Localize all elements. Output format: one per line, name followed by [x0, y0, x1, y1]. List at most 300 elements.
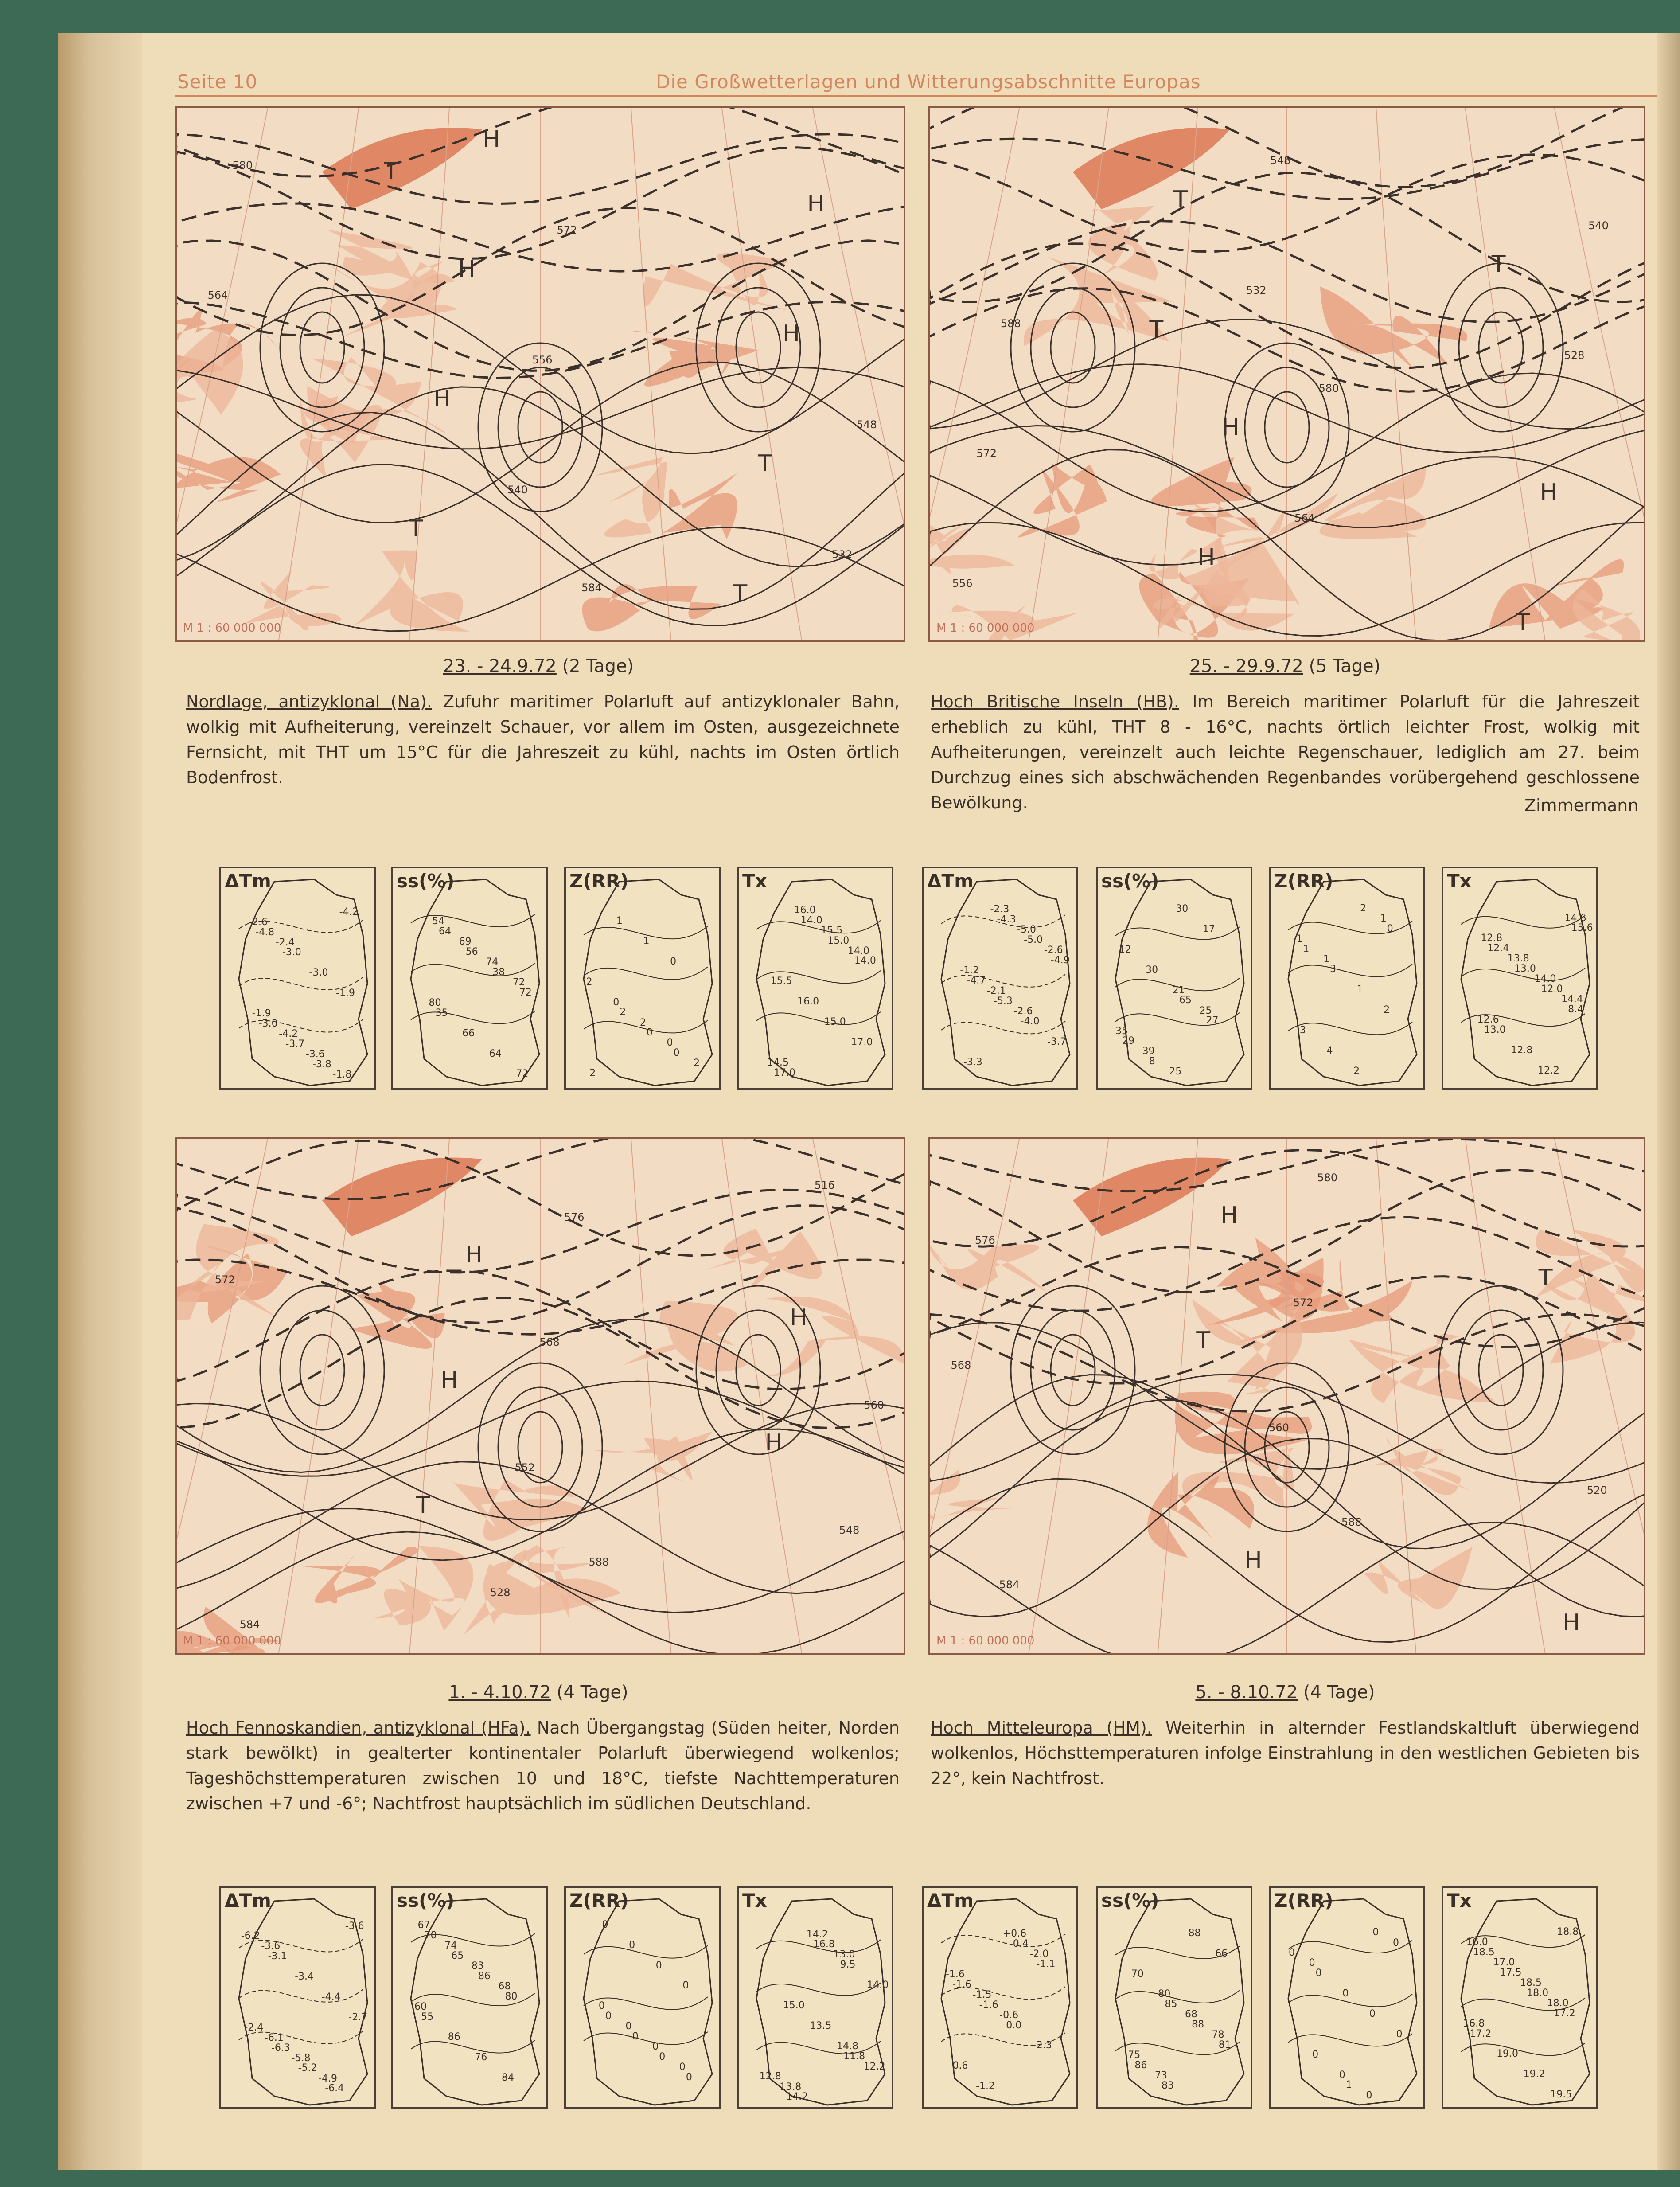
low-pressure-label: T [1538, 1265, 1553, 1292]
station-value: 1 [1323, 953, 1329, 965]
station-value: +0.6 [1002, 1928, 1027, 1940]
map-scale-label: M 1 : 60 000 000 [183, 621, 281, 635]
contour-value-label: 588 [1000, 317, 1021, 330]
isoline [1115, 1013, 1240, 1026]
station-value: -3.6 [305, 1048, 325, 1060]
duration-1: (2 Tage) [562, 656, 634, 676]
station-value: 1 [1380, 913, 1387, 924]
period-2: 25. - 29.9.72 [1189, 656, 1303, 676]
station-map-5 [922, 867, 1078, 1090]
station-value: 38 [492, 966, 505, 978]
contour-value-label: 560 [1269, 1422, 1289, 1434]
station-value: 0 [629, 1939, 635, 1951]
germany-outline [1288, 1899, 1417, 2105]
station-value: -4.9 [318, 2073, 338, 2084]
period-3: 1. - 4.10.72 [448, 1682, 551, 1703]
high-pressure-label: H [1563, 1609, 1580, 1636]
station-value: -1.2 [976, 2081, 995, 2092]
station-value: 12.8 [1481, 933, 1503, 944]
station-value: 39 [1142, 1046, 1155, 1057]
station-value: -6.1 [264, 2032, 284, 2043]
station-value: 2 [620, 1007, 626, 1018]
isoline [941, 1021, 1065, 1034]
station-map-title: Z(RR) [569, 870, 629, 892]
station-value: 0 [652, 2041, 659, 2053]
station-map-4 [737, 867, 893, 1090]
station-value: -4.2 [339, 906, 359, 918]
station-value: 17 [1202, 924, 1215, 935]
weather-map-3 [175, 1137, 905, 1655]
station-value: 0 [1339, 2069, 1345, 2081]
station-value: 0 [659, 2051, 666, 2062]
station-value: 66 [1215, 1948, 1228, 1959]
station-value: -4.3 [997, 914, 1016, 926]
high-pressure-label: H [1244, 1547, 1262, 1574]
isoline [584, 2032, 708, 2045]
station-value: -2.3 [990, 904, 1010, 915]
station-value: -4.8 [255, 926, 275, 938]
station-map-5 [922, 1886, 1078, 2109]
station-value: 88 [1192, 2019, 1204, 2031]
station-value: 17.2 [1553, 2007, 1575, 2019]
high-pressure-label: H [1222, 414, 1240, 441]
station-value: -4.7 [967, 975, 986, 986]
duration-4: (4 Tage) [1303, 1682, 1375, 1703]
map-graphic [177, 1139, 904, 1653]
station-value: 0 [632, 2031, 639, 2043]
station-map-title: ΔTm [225, 1890, 271, 1911]
station-value: 15.6 [1571, 922, 1593, 934]
station-value: 1 [1296, 933, 1303, 945]
duration-3: (4 Tage) [556, 1682, 628, 1703]
low-pressure-label: T [384, 157, 398, 184]
station-value: 21 [1172, 984, 1185, 996]
station-value: 65 [451, 1950, 464, 1961]
station-value: 0 [605, 2011, 612, 2022]
isoline [239, 1989, 363, 2002]
station-value: 14.2 [786, 2091, 808, 2103]
contour-value-label: 564 [1294, 512, 1315, 525]
station-value: 13.0 [1484, 1024, 1506, 1035]
station-map-title: ss(%) [1101, 1890, 1159, 1911]
station-map-1 [219, 867, 376, 1090]
station-value: -6.2 [241, 1930, 260, 1942]
station-value: 0 [613, 996, 620, 1008]
map-scale-label: M 1 : 60 000 000 [936, 621, 1035, 635]
station-value: -3.0 [282, 947, 301, 958]
isoline [756, 1983, 881, 1996]
header-rule [175, 95, 1657, 97]
contour-value-label: 528 [1564, 349, 1585, 362]
high-pressure-label: H [790, 1304, 807, 1331]
station-value: -1.2 [960, 965, 979, 976]
high-pressure-label: H [458, 255, 476, 282]
station-value: 30 [1146, 964, 1158, 976]
station-value: -4.4 [321, 1991, 341, 2003]
station-map-3 [564, 867, 721, 1090]
contour-value-label: 588 [1341, 1516, 1362, 1529]
isoline [1288, 1994, 1412, 2007]
weather-map-1 [175, 106, 905, 642]
station-value: 12.8 [759, 2071, 781, 2082]
station-map-title: Tx [1447, 870, 1472, 892]
station-value: 83 [471, 1960, 484, 1972]
station-value: 80 [1158, 1988, 1171, 2000]
station-value: 1 [1303, 943, 1310, 955]
duration-2: (5 Tage) [1309, 656, 1381, 676]
station-value: -5.0 [1017, 924, 1037, 936]
high-pressure-label: H [483, 125, 500, 152]
station-value: 1 [643, 935, 650, 947]
station-value: 1 [1356, 984, 1363, 996]
isoline [1288, 921, 1412, 934]
station-value: 14.6 [1564, 912, 1586, 924]
type-label-4: Hoch Mitteleuropa (HM). [931, 1718, 1152, 1738]
station-value: 66 [462, 1027, 475, 1039]
station-value: 25 [1169, 1066, 1182, 1078]
map-scale-label: M 1 : 60 000 000 [936, 1634, 1035, 1648]
station-value: 0 [655, 1960, 662, 1971]
high-pressure-label: H [765, 1429, 783, 1456]
station-value: -1.6 [979, 1999, 998, 2011]
station-map-title: ss(%) [397, 1890, 455, 1911]
station-value: 14.5 [767, 1057, 789, 1068]
station-value: 0 [682, 1980, 689, 1992]
station-value: -2.7 [348, 2011, 368, 2023]
station-value: 19.5 [1550, 2089, 1572, 2101]
station-value: 0 [1369, 2008, 1376, 2020]
station-map-graphic [1443, 1888, 1596, 2107]
station-value: 68 [1185, 2009, 1198, 2020]
station-value: 17.0 [851, 1037, 873, 1048]
contour-value-label: 576 [564, 1211, 585, 1224]
high-pressure-label: H [1220, 1202, 1238, 1229]
station-value: 0 [673, 1047, 680, 1059]
station-value: 75 [1128, 2050, 1141, 2061]
contour-value-label: 580 [1317, 1171, 1338, 1184]
station-value: -3.8 [312, 1058, 331, 1070]
station-value: -3.3 [963, 1056, 982, 1068]
station-value: -2.3 [1033, 2040, 1052, 2051]
map-graphic [930, 1139, 1644, 1653]
low-pressure-label: T [733, 580, 748, 607]
description-3 [186, 1715, 900, 1816]
high-pressure-label: H [1540, 479, 1558, 506]
contour-value-label: 572 [214, 1273, 235, 1286]
station-value: 0 [1309, 1957, 1315, 1969]
station-value: 14.0 [800, 914, 822, 926]
station-value: 85 [1165, 1999, 1177, 2010]
station-map-2 [391, 1886, 548, 2109]
station-value: -5.8 [291, 2052, 311, 2064]
germany-outline [1115, 1899, 1244, 2105]
low-pressure-label: T [1173, 186, 1188, 213]
contour-value-label: 540 [507, 483, 528, 496]
station-value: 72 [516, 1068, 529, 1080]
station-value: 56 [465, 946, 478, 958]
station-value: 12.4 [1487, 943, 1509, 954]
station-value: 80 [505, 1991, 518, 2002]
station-value: 16.0 [1466, 1937, 1488, 1948]
station-value: 67 [417, 1920, 430, 1931]
station-map-graphic [393, 1888, 546, 2107]
low-pressure-label: T [1491, 251, 1506, 278]
map-graphic [177, 108, 904, 640]
station-value: -2.4 [244, 2022, 264, 2033]
station-value: 16.0 [797, 996, 819, 1008]
station-value: 18.0 [1527, 1987, 1549, 1999]
high-pressure-label: H [782, 320, 800, 348]
station-value: 11.8 [843, 2050, 865, 2062]
description-text-1: Zufuhr maritimer Polarluft auf antizyklonaler Bahn, wolkig mit Aufheiterung, vereinzelt Schauer, vor allem im Osten, ausgezeichnete Fernsicht, mit THT um 15°C für die Jahreszeit zu kühl, nachts im Osten örtlich Bodenfrost. [186, 692, 900, 787]
station-map-8 [1442, 1886, 1598, 2109]
isoline [411, 963, 535, 976]
station-value: 64 [489, 1048, 502, 1059]
station-map-7 [1269, 1886, 1425, 2109]
station-value: 1 [1345, 2079, 1352, 2091]
isoline [584, 967, 708, 980]
station-value: 73 [1154, 2070, 1167, 2082]
isoline [1461, 2043, 1585, 2056]
station-value: 0 [1289, 1947, 1295, 1959]
station-map-title: ΔTm [927, 1890, 974, 1911]
contour-value-label: 576 [975, 1234, 995, 1246]
station-value: 13.0 [833, 1949, 855, 1960]
contour-value-label: 564 [207, 289, 228, 301]
station-value: 0 [1366, 2089, 1372, 2101]
station-map-graphic [1098, 1888, 1251, 2107]
station-value: -3.7 [1047, 1036, 1067, 1047]
station-value: -5.0 [1024, 934, 1043, 946]
station-map-graphic [924, 1888, 1076, 2107]
station-map-title: ΔTm [927, 870, 974, 892]
high-pressure-label: H [465, 1242, 483, 1269]
station-value: 74 [486, 957, 499, 968]
station-value: -5.2 [298, 2062, 317, 2074]
station-value: -3.6 [345, 1920, 364, 1932]
page-number: Seite 10 [177, 71, 258, 93]
isoline [1288, 964, 1412, 977]
station-value: 86 [478, 1970, 491, 1982]
station-map-graphic [1271, 868, 1423, 1088]
station-value: -3.0 [258, 1018, 278, 1029]
station-value: 86 [1134, 2059, 1147, 2071]
station-value: -0.6 [999, 2009, 1019, 2021]
station-value: -2.4 [275, 937, 295, 948]
station-map-title: Z(RR) [1274, 1890, 1333, 1911]
station-value: 14.0 [854, 955, 876, 967]
station-value: -4.2 [279, 1028, 298, 1040]
station-map-2 [391, 867, 548, 1090]
station-value: 3 [1330, 964, 1337, 975]
station-value: 2 [1353, 1065, 1360, 1077]
station-value: 2 [589, 1068, 596, 1079]
station-value: 14.0 [847, 945, 869, 957]
station-value: 55 [421, 2011, 434, 2023]
station-value: -1.5 [972, 1989, 992, 2000]
station-value: 13.8 [1507, 953, 1529, 965]
station-value: 83 [1161, 2080, 1174, 2091]
station-value: 15.0 [827, 935, 850, 946]
caption-map-3 [175, 1682, 902, 1703]
station-value: 17.0 [1493, 1957, 1515, 1968]
station-value: 13.8 [780, 2081, 802, 2093]
station-value: 3 [1299, 1025, 1306, 1036]
description-text-4: Weiterhin in alternder Festlandskaltluft überwiegend wolkenlos, Höchsttemperaturen infolge Einstrahlung in den westlichen Gebieten bis 22°, kein Nachtfrost. [931, 1718, 1640, 1788]
station-value: 13.5 [810, 2020, 832, 2031]
germany-outline [1288, 879, 1417, 1086]
station-value: 0 [1372, 1927, 1379, 1938]
station-value: 12.8 [1511, 1044, 1533, 1056]
station-value: 16.8 [813, 1939, 835, 1950]
isoline [756, 1012, 881, 1028]
station-value: -2.6 [1044, 945, 1063, 956]
station-value: 16.0 [794, 904, 816, 916]
station-map-title: Tx [1447, 1890, 1472, 1911]
caption-map-1 [175, 656, 902, 676]
station-value: 78 [1212, 2029, 1224, 2041]
isoline [411, 1011, 535, 1024]
high-pressure-label: H [1197, 544, 1215, 571]
station-value: 0 [679, 2062, 686, 2073]
station-value: 15.0 [783, 2000, 805, 2011]
contour-value-label: 572 [1293, 1296, 1314, 1309]
station-value: 0 [1312, 2049, 1319, 2060]
station-value: 88 [1188, 1927, 1201, 1939]
station-value: 0 [686, 2071, 692, 2083]
description-text-2: Im Bereich maritimer Polarluft für die Jahreszeit erheblich zu kühl, THT 8 - 16°C, nachts örtlich leichter Frost, wolkig mit Aufheiterungen, vereinzelt auch leichte Regenschauer, lediglich am 27. beim Durchzug eines sich abschwächenden Regenbandes vorübergehend geschlossene Bewölkung. [931, 692, 1640, 812]
station-value: 8.4 [1568, 1004, 1584, 1015]
author-signature: Zimmermann [1524, 796, 1639, 815]
station-value: 64 [439, 926, 452, 937]
low-pressure-label: T [1516, 609, 1530, 636]
station-value: 84 [501, 2072, 514, 2084]
isoline [239, 1019, 363, 1032]
station-value: 74 [444, 1940, 457, 1952]
station-value: 12.2 [863, 2061, 885, 2072]
contour-value-label: 584 [581, 582, 602, 594]
station-map-title: Tx [742, 870, 767, 892]
station-value: 2 [586, 976, 592, 988]
station-value: -3.4 [295, 1971, 314, 1983]
isoline [1288, 1022, 1412, 1035]
isoline [1115, 927, 1240, 940]
contour-value-label: 532 [832, 548, 853, 561]
contour-value-label: 568 [539, 1336, 560, 1349]
type-label-2: Hoch Britische Inseln (HB). [931, 692, 1179, 711]
caption-map-4 [928, 1682, 1642, 1703]
station-value: -2.6 [1013, 1006, 1033, 1017]
station-map-3 [564, 1886, 721, 2109]
contour-value-label: 548 [856, 418, 877, 431]
station-value: 0 [602, 1919, 608, 1930]
period-1: 23. - 24.9.72 [443, 656, 557, 676]
station-value: -1.8 [332, 1069, 352, 1080]
isoline [411, 2040, 535, 2053]
contour-value-label: 556 [952, 577, 973, 590]
station-value: 2 [1360, 902, 1367, 914]
station-value: 18.0 [1547, 1997, 1569, 2009]
type-label-1: Nordlage, antizyklonal (Na). [186, 692, 432, 711]
station-value: -3.6 [261, 1941, 281, 1952]
contour-value-label: 580 [1318, 382, 1339, 395]
station-value: 25 [1199, 1005, 1212, 1016]
station-map-title: ss(%) [1101, 870, 1159, 892]
type-label-3: Hoch Fennoskandien, antizyklonal (HFa). [186, 1718, 531, 1738]
station-value: -4.9 [1050, 955, 1070, 966]
station-value: 35 [435, 1007, 448, 1019]
high-pressure-label: H [440, 1367, 458, 1394]
station-map-6 [1096, 867, 1252, 1090]
station-value: 12.6 [1477, 1014, 1499, 1026]
station-value: 1 [616, 915, 623, 926]
description-4 [931, 1715, 1640, 1791]
page-title: Die Großwetterlagen und Witterungsabschnitte Europas [656, 71, 1201, 93]
station-value: 81 [1218, 2039, 1231, 2051]
station-map-graphic [221, 868, 374, 1088]
low-pressure-label: T [758, 450, 772, 477]
contour-value-label: 588 [589, 1555, 609, 1568]
station-value: -2.1 [986, 985, 1006, 997]
station-value: 12.0 [1541, 983, 1563, 995]
station-value: 19.2 [1523, 2069, 1545, 2080]
station-map-4 [737, 1886, 893, 2109]
station-value: 80 [429, 997, 441, 1009]
page-gutter [58, 33, 142, 2170]
station-value: 0.0 [1006, 2019, 1022, 2031]
station-value: -1.9 [336, 988, 355, 999]
station-value: 0 [598, 2000, 605, 2012]
period-4: 5. - 8.10.72 [1195, 1682, 1298, 1703]
contour-value-label: 584 [999, 1578, 1020, 1591]
station-value: 15.5 [821, 925, 843, 936]
station-value: 14.4 [1561, 994, 1583, 1005]
station-value: 8 [1149, 1056, 1155, 1067]
isoline [1288, 2034, 1412, 2046]
station-value: 70 [1131, 1968, 1144, 1980]
station-map-8 [1442, 867, 1598, 1090]
station-value: 76 [475, 2052, 487, 2063]
station-value: 0 [1387, 923, 1393, 934]
station-value: 13.0 [1514, 963, 1536, 975]
station-value: 86 [448, 2031, 460, 2043]
station-value: 0 [667, 1037, 673, 1049]
high-pressure-label: H [807, 191, 825, 218]
high-pressure-label: H [433, 385, 451, 412]
station-value: 29 [1122, 1035, 1135, 1047]
station-map-graphic [1098, 868, 1251, 1088]
station-value: 16.8 [1463, 2018, 1485, 2029]
contour-value-label: 580 [232, 159, 253, 172]
station-value: 69 [459, 936, 472, 948]
station-value: 17.2 [1470, 2028, 1492, 2039]
station-value: 0 [646, 1027, 653, 1039]
contour-value-label: 520 [1586, 1484, 1607, 1497]
station-value: 27 [1206, 1015, 1219, 1027]
isoline [1115, 1990, 1240, 2003]
low-pressure-label: T [1149, 316, 1164, 343]
station-value: -1.9 [252, 1008, 271, 1019]
station-value: 72 [512, 977, 525, 988]
station-value: -0.4 [1009, 1938, 1029, 1949]
germany-outline [584, 879, 712, 1086]
station-value: 14.0 [1534, 973, 1556, 985]
contour-value-label: 572 [557, 224, 577, 237]
contour-value-label: 528 [490, 1586, 511, 1599]
station-map-1 [219, 1886, 376, 2109]
station-value: -3.0 [309, 967, 328, 979]
contour-value-label: 552 [515, 1461, 535, 1474]
